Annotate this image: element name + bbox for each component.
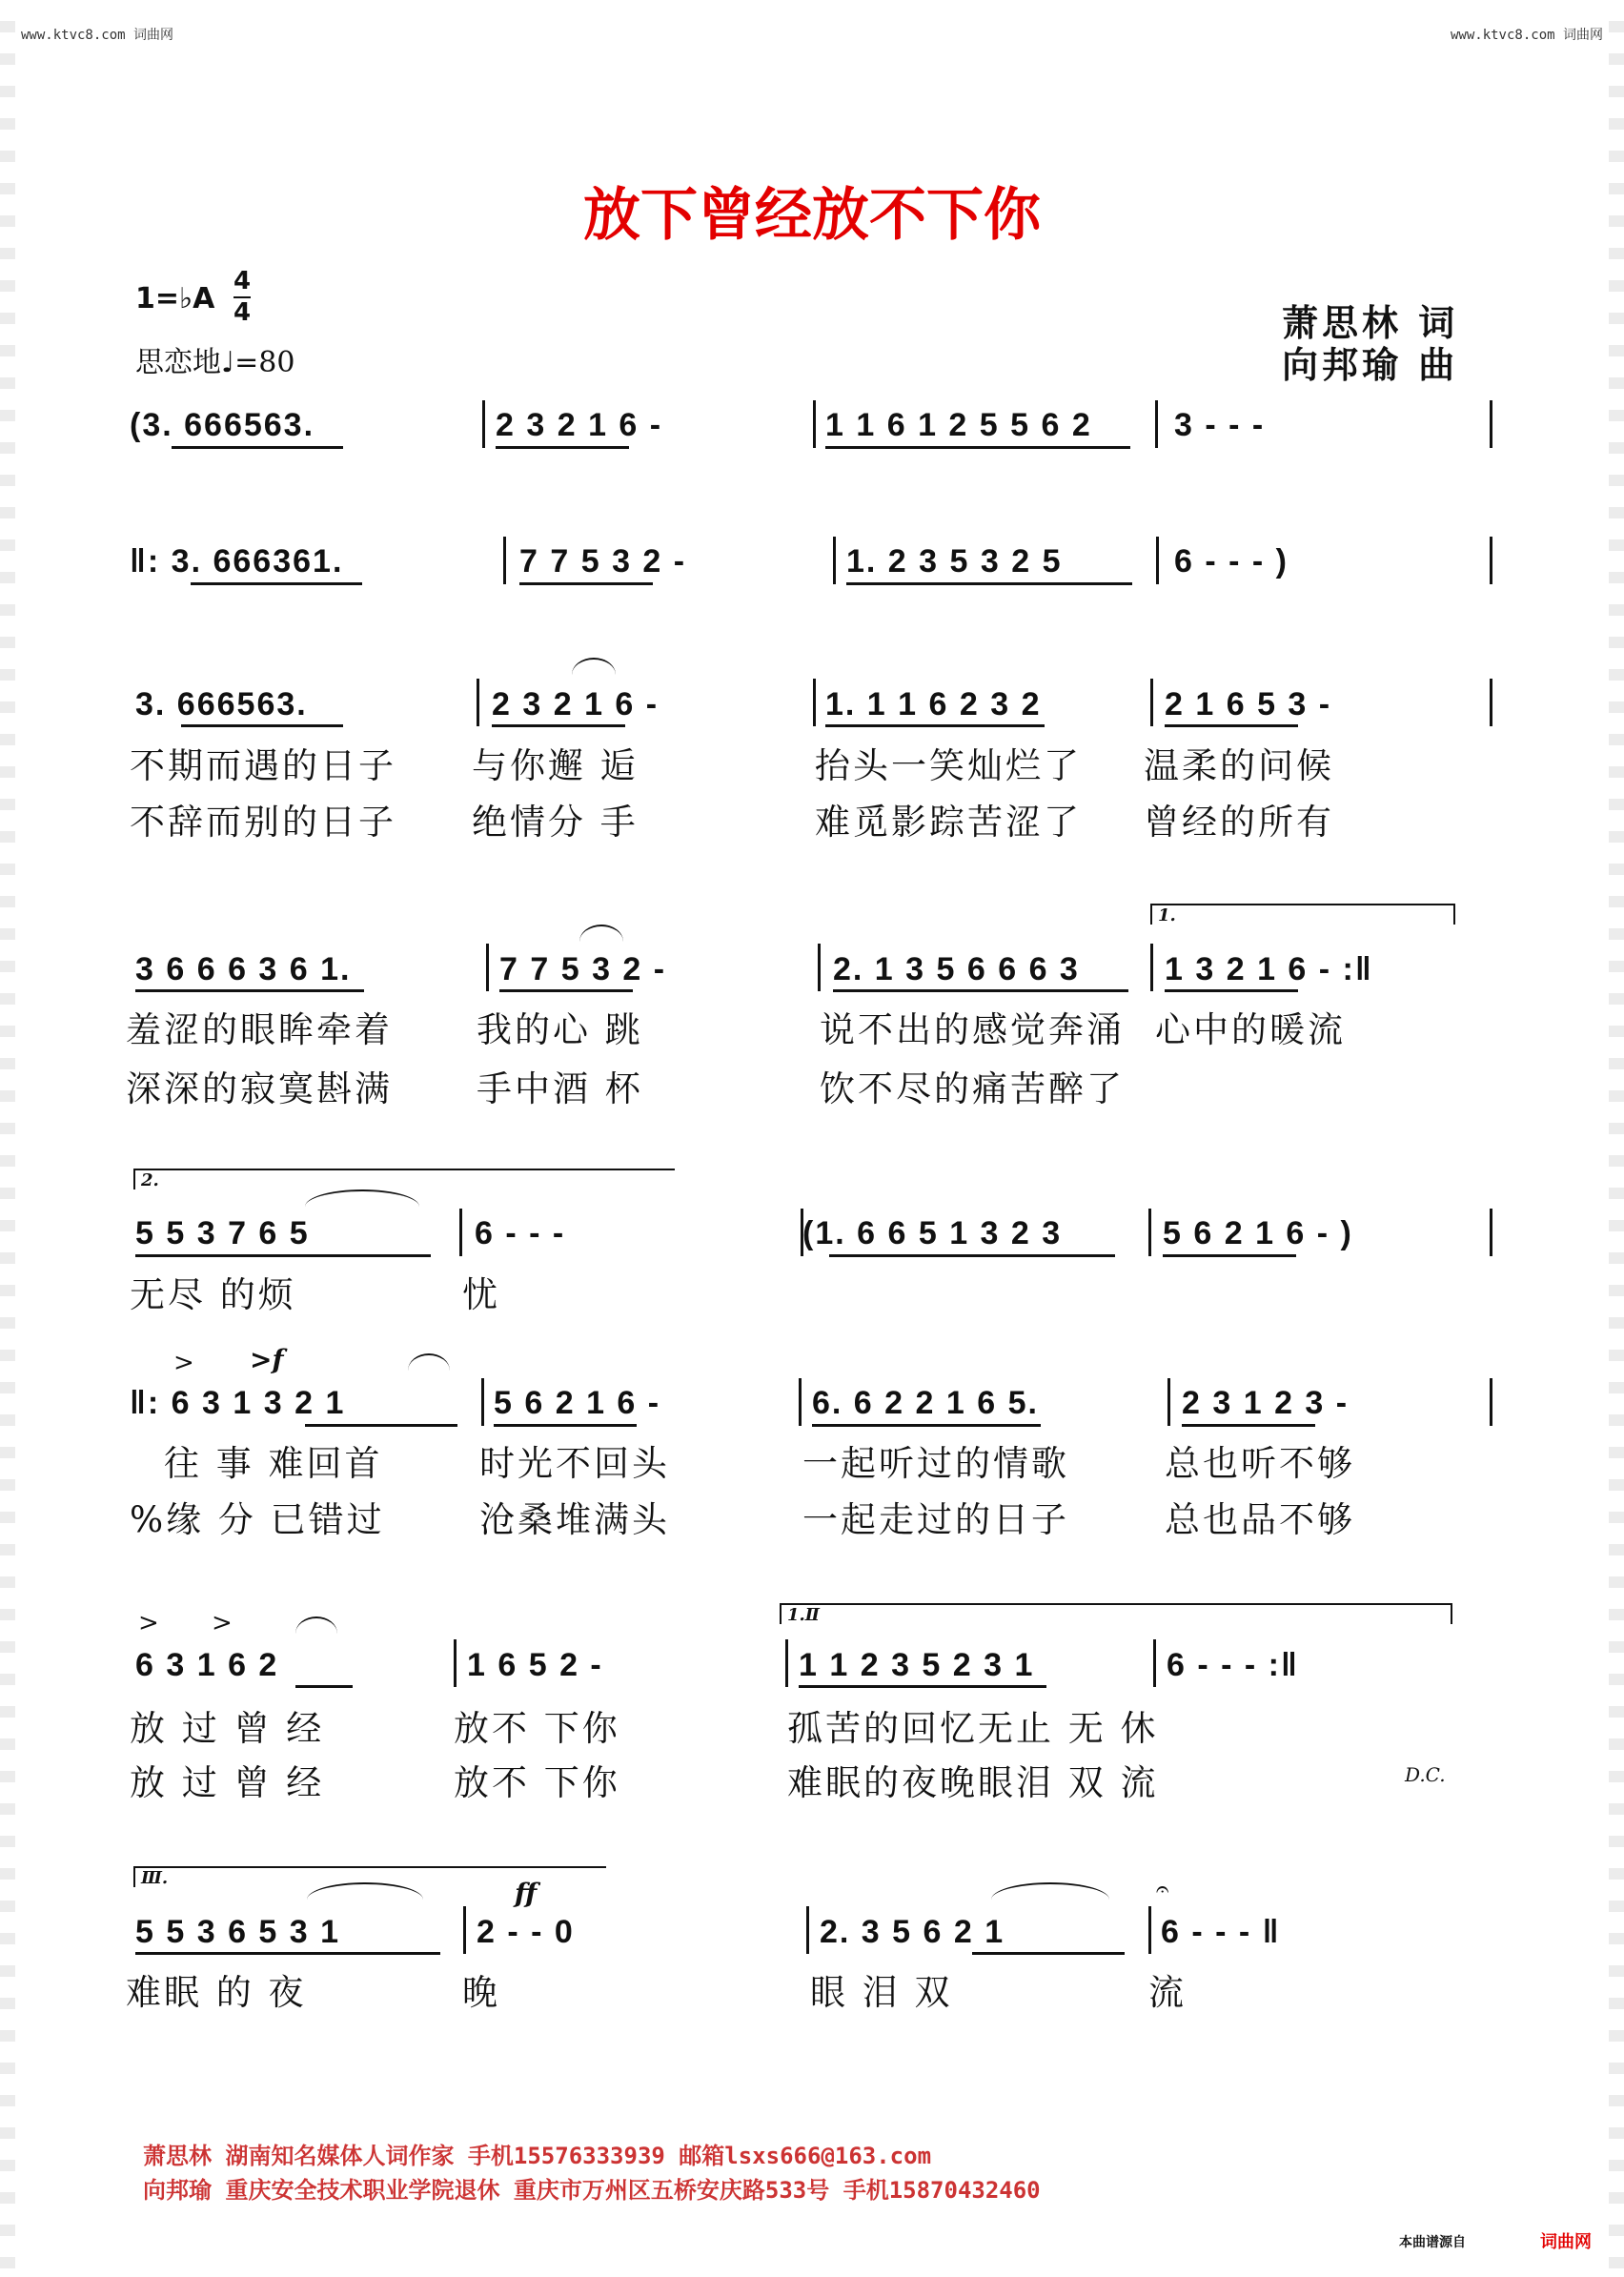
lyric: 放不 下你 xyxy=(454,1762,620,1803)
site-tag-right: www.ktvc8.com 词曲网 xyxy=(1450,28,1603,43)
footer-lyricist-info: 萧思林 湖南知名媒体人词作家 手机15576333939 邮箱lsxs666@163.com xyxy=(143,2143,932,2169)
lyric: 难眠 的 夜 xyxy=(126,1972,307,2013)
barline xyxy=(806,1906,809,1954)
measure-notes: 5 5 3 7 6 5 xyxy=(135,1215,310,1251)
lyric: 眼 泪 双 xyxy=(810,1972,953,2013)
ending-label: 1.Ⅱ xyxy=(787,1605,820,1625)
barline xyxy=(481,1378,484,1426)
beam-underline xyxy=(1165,989,1298,992)
lyric: 心中的暖流 xyxy=(1155,1009,1346,1050)
ending-bracket xyxy=(780,1603,782,1624)
lyric: 沧桑堆满头 xyxy=(479,1499,670,1540)
lyric: 曾经的所有 xyxy=(1144,802,1334,843)
song-title: 放下曾经放不下你 xyxy=(583,182,1041,249)
barline xyxy=(1150,679,1153,726)
measure-notes: 2 3 2 1 6 - xyxy=(496,407,663,443)
barline xyxy=(1156,537,1159,584)
lyric: 饮不尽的痛苦醉了 xyxy=(820,1068,1125,1109)
measure-notes: 2 3 2 1 6 - xyxy=(492,686,660,722)
measure-notes: 6. 6 2 2 1 6 5. xyxy=(812,1385,1039,1421)
fermata-icon: 𝄐 xyxy=(1156,1876,1169,1902)
measure-notes: 1. 1 1 6 2 3 2 xyxy=(825,686,1042,722)
ending-bracket xyxy=(780,1603,1452,1605)
measure-notes: 6 - - - ‖ xyxy=(1161,1914,1281,1950)
beam-underline xyxy=(1163,1254,1296,1257)
slur-mark xyxy=(295,1616,337,1634)
barline xyxy=(1167,1378,1170,1426)
composer-credit: 向邦瑜 曲 xyxy=(1282,343,1459,386)
lyric: 流 xyxy=(1148,1972,1187,2013)
barline xyxy=(486,944,489,991)
measure-notes: 2. 3 5 6 2 1 xyxy=(820,1914,1005,1950)
beam-underline xyxy=(846,582,1132,585)
left-watermark-strip xyxy=(0,0,15,2277)
beam-underline xyxy=(825,724,1045,727)
measure-notes: 1. 2 3 5 3 2 5 xyxy=(846,543,1063,579)
barline xyxy=(833,537,836,584)
lyric: %缘 分 已错过 xyxy=(130,1499,385,1540)
beam-underline xyxy=(799,1685,1046,1688)
lyric: 难眠的夜晚眼泪 双 流 xyxy=(787,1762,1159,1803)
beam-underline xyxy=(135,1952,440,1955)
measure-notes: 7 7 5 3 2 - xyxy=(499,951,667,987)
measure-notes: 2. 1 3 5 6 6 6 3 xyxy=(833,951,1080,987)
barline xyxy=(1490,1209,1492,1256)
beam-underline xyxy=(492,724,625,727)
barline xyxy=(1148,1906,1151,1954)
beam-underline xyxy=(1165,724,1298,727)
barline xyxy=(799,1378,802,1426)
measure-notes: 3 6 6 6 3 6 1. xyxy=(135,951,352,987)
lyricist-credit: 萧思林 词 xyxy=(1282,301,1459,344)
lyric: 时光不回头 xyxy=(479,1443,670,1484)
ending-bracket xyxy=(1451,1603,1452,1624)
key-signature: 1=♭A xyxy=(135,282,215,315)
barline xyxy=(1490,400,1492,448)
ending-label: 1. xyxy=(1158,905,1176,925)
lyric: 羞涩的眼眸牵着 xyxy=(126,1009,393,1050)
beam-underline xyxy=(812,1424,1041,1427)
measure-notes: 2 3 1 2 3 - xyxy=(1182,1385,1350,1421)
measure-notes: 2 - - 0 xyxy=(477,1914,575,1950)
measure-notes: 3. 666563. xyxy=(135,686,308,722)
ending-bracket xyxy=(133,1169,135,1189)
accent-mark: > xyxy=(173,1349,194,1377)
slur-mark xyxy=(307,1882,423,1900)
measure-notes: 1 6 5 2 - xyxy=(467,1647,603,1683)
accent-mark: > xyxy=(212,1609,233,1637)
barline xyxy=(1153,1639,1156,1687)
measure-notes: 1 3 2 1 6 - :‖ xyxy=(1165,951,1373,987)
measure-notes: 6 3 1 6 2 xyxy=(135,1647,279,1683)
lyric: 往 事 难回首 xyxy=(164,1443,383,1484)
barline xyxy=(1490,679,1492,726)
ending-bracket xyxy=(133,1866,606,1868)
ending-bracket xyxy=(1150,904,1455,905)
beam-underline xyxy=(135,1254,431,1257)
lyric: 绝情分 手 xyxy=(472,802,639,843)
ending-bracket xyxy=(1453,904,1455,925)
lyric: 手中酒 杯 xyxy=(477,1068,643,1109)
barline xyxy=(459,1209,462,1256)
measure-notes: 5 6 2 1 6 - xyxy=(494,1385,661,1421)
measure-notes: (1. 6 6 5 1 3 2 3 xyxy=(802,1215,1063,1251)
measure-notes: 1 1 6 1 2 5 5 6 2 xyxy=(825,407,1092,443)
lyric: 抬头一笑灿烂了 xyxy=(815,745,1082,786)
barline xyxy=(813,400,816,448)
beam-underline xyxy=(829,1254,1115,1257)
measure-notes: 6 - - - ) xyxy=(1174,543,1289,579)
ending-bracket xyxy=(1150,904,1152,925)
slur-mark xyxy=(408,1353,450,1371)
lyric: 难觅影踪苦涩了 xyxy=(815,802,1082,843)
time-signature-bottom: 4 xyxy=(233,298,252,327)
beam-underline xyxy=(295,1685,353,1688)
beam-underline xyxy=(1182,1424,1315,1427)
lyric: 与你邂 逅 xyxy=(472,745,639,786)
beam-underline xyxy=(972,1952,1125,1955)
slur-mark xyxy=(579,925,623,942)
measure-notes: 6 - - - :‖ xyxy=(1167,1647,1299,1683)
ending-label: Ⅲ. xyxy=(141,1868,169,1888)
beam-underline xyxy=(135,989,364,992)
lyric: 晚 xyxy=(462,1972,500,2013)
beam-underline xyxy=(181,724,343,727)
measure-notes: ‖: 6 3 1 3 2 1 xyxy=(130,1385,346,1421)
beam-underline xyxy=(496,446,629,449)
lyric: 不辞而别的日子 xyxy=(130,802,396,843)
measure-notes: 6 - - - xyxy=(475,1215,566,1251)
site-tag-left: www.ktvc8.com 词曲网 xyxy=(21,28,174,43)
lyric: 总也听不够 xyxy=(1165,1443,1355,1484)
barline xyxy=(482,400,485,448)
source-brand[interactable]: 词曲网 xyxy=(1540,2232,1592,2252)
lyric: 一起走过的日子 xyxy=(802,1499,1069,1540)
lyric: 不期而遇的日子 xyxy=(130,745,396,786)
lyric: 我的心 跳 xyxy=(477,1009,643,1050)
beam-underline xyxy=(825,446,1130,449)
dynamic-fortissimo: ff xyxy=(515,1878,538,1909)
barline xyxy=(503,537,506,584)
measure-notes: 5 6 2 1 6 - ) xyxy=(1163,1215,1353,1251)
lyric: 忧 xyxy=(462,1274,500,1315)
dynamic-forte: >f xyxy=(250,1344,284,1375)
da-capo-mark: D.C. xyxy=(1405,1763,1446,1786)
accent-mark: > xyxy=(138,1609,159,1637)
beam-underline xyxy=(499,989,633,992)
right-watermark-strip xyxy=(1609,0,1624,2277)
footer-composer-info: 向邦瑜 重庆安全技术职业学院退休 重庆市万州区五桥安庆路533号 手机15870432460 xyxy=(143,2177,1041,2204)
barline xyxy=(463,1906,466,1954)
barline xyxy=(1490,537,1492,584)
barline xyxy=(477,679,479,726)
slur-mark xyxy=(305,1189,419,1207)
lyric: 总也品不够 xyxy=(1165,1499,1355,1540)
measure-notes: 5 5 3 6 5 3 1 xyxy=(135,1914,341,1950)
barline xyxy=(818,944,821,991)
measure-notes: (3. 666563. xyxy=(130,407,315,443)
barline xyxy=(454,1639,457,1687)
measure-notes: 1 1 2 3 5 2 3 1 xyxy=(799,1647,1035,1683)
beam-underline xyxy=(172,446,343,449)
measure-notes: 2 1 6 5 3 - xyxy=(1165,686,1332,722)
barline xyxy=(1148,1209,1151,1256)
barline xyxy=(785,1639,788,1687)
source-label: 本曲谱源自 xyxy=(1399,2235,1466,2250)
slur-mark xyxy=(991,1882,1109,1900)
barline xyxy=(813,679,816,726)
ending-label: 2. xyxy=(141,1170,159,1190)
lyric: 孤苦的回忆无止 无 休 xyxy=(787,1708,1159,1749)
beam-underline xyxy=(519,582,653,585)
slur-mark xyxy=(572,658,616,675)
measure-notes: 3 - - - xyxy=(1174,407,1266,443)
lyric: 无尽 的烦 xyxy=(130,1274,296,1315)
tempo-marking: 思恋地♩=80 xyxy=(135,346,295,379)
lyric: 温柔的问候 xyxy=(1144,745,1334,786)
lyric: 深深的寂寞斟满 xyxy=(126,1068,393,1109)
lyric: 一起听过的情歌 xyxy=(802,1443,1069,1484)
lyric: 放 过 曾 经 xyxy=(130,1762,325,1803)
beam-underline xyxy=(494,1424,637,1427)
beam-underline xyxy=(833,989,1128,992)
measure-notes: 7 7 5 3 2 - xyxy=(519,543,687,579)
beam-underline xyxy=(191,582,362,585)
measure-notes: ‖: 3. 666361. xyxy=(130,543,344,579)
beam-underline xyxy=(305,1424,457,1427)
ending-bracket xyxy=(133,1866,135,1887)
ending-bracket xyxy=(133,1169,675,1170)
lyric: 说不出的感觉奔涌 xyxy=(820,1009,1125,1050)
lyric: 放 过 曾 经 xyxy=(130,1708,325,1749)
lyric: 放不 下你 xyxy=(454,1708,620,1749)
barline xyxy=(1490,1378,1492,1426)
barline xyxy=(1150,944,1153,991)
time-signature-top: 4 xyxy=(233,267,252,295)
barline xyxy=(1155,400,1158,448)
